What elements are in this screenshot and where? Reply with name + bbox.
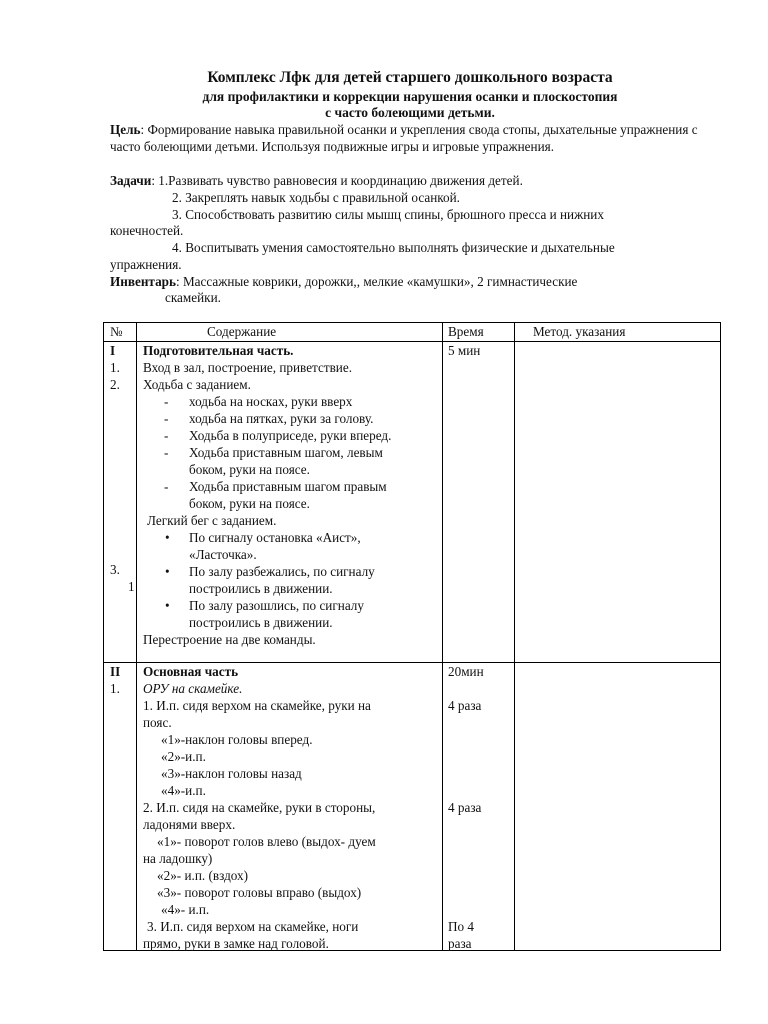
inventory-text-cont: скамейки. xyxy=(165,290,221,305)
exercise-2: 2. И.п. сидя на скамейке, руки в стороны, xyxy=(143,800,376,815)
walk-item-1: ходьба на носках, руки вверх xyxy=(189,394,353,409)
exercise-2-step-2: «2»- и.п. (вздох) xyxy=(157,868,249,883)
walk-item-4: Ходьба приставным шагом, левым xyxy=(189,445,383,460)
exercise-2-step-4: «4»- и.п. xyxy=(161,902,210,917)
section1-time: 5 мин xyxy=(448,343,481,358)
task-item-1: : 1.Развивать чувство равновесия и координацию движения детей. xyxy=(151,173,523,188)
section1-num-cell xyxy=(104,342,137,663)
exercise-1-step-1: «1»-наклон головы вперед. xyxy=(161,732,313,747)
goal-label: Цель xyxy=(110,122,141,137)
exercise-3-cont: прямо, руки в замке над головой. xyxy=(143,936,329,951)
bullet-marker: • xyxy=(165,530,170,545)
section2-notes-cell xyxy=(515,663,721,951)
run-item-3-cont: построились в движении. xyxy=(189,615,333,630)
walk-item-5-cont: боком, руки на поясе. xyxy=(189,496,310,511)
inventory-text: : Массажные коврики, дорожки,, мелкие «камушки», 2 гимнастические xyxy=(175,274,578,289)
run-heading: Легкий бег с заданием. xyxy=(147,513,277,528)
exercise-1-step-3: «3»-наклон головы назад xyxy=(161,766,302,781)
task-item-3-cont: конечностей. xyxy=(110,223,184,238)
section1-time-cell xyxy=(443,342,515,663)
exercise-2-step-1: «1»- поворот голов влево (выдох- дуем xyxy=(157,834,376,849)
bullet-marker: • xyxy=(165,598,170,613)
inventory-label: Инвентарь xyxy=(110,274,176,289)
header-content: Содержание xyxy=(137,323,443,342)
section1-line2: Ходьба с заданием. xyxy=(143,377,251,392)
goal-text: : Формирование навыка правильной осанки и укрепления свода стопы, дыхательные упражнения с часто болеющими детьми. Используя подвижные игры и игровые упражнения. xyxy=(110,122,698,154)
document-title: Комплекс Лфк для детей старшего дошкольного возраста xyxy=(207,69,613,86)
task-item-2: 2. Закреплять навык ходьбы с правильной осанкой. xyxy=(172,190,460,205)
dash-marker: - xyxy=(164,428,169,443)
tasks-line1 xyxy=(110,173,523,190)
task-item-3: 3. Способствовать развитию силы мышц спины, брюшного пресса и нижних xyxy=(172,207,604,222)
header-num: № xyxy=(104,323,137,342)
exercise-3-time-cont: раза xyxy=(448,936,472,951)
run-item-2: По залу разбежались, по сигналу xyxy=(189,564,375,579)
section1-content-cell xyxy=(137,342,443,663)
walk-item-3: Ходьба в полуприседе, руки вперед. xyxy=(189,428,392,443)
section1-notes-cell xyxy=(515,342,721,663)
exercise-2-step-1-cont: на ладошку) xyxy=(143,851,213,866)
dash-marker: - xyxy=(164,394,169,409)
table-row-section1 xyxy=(104,342,721,663)
goal-paragraph xyxy=(110,122,710,156)
section2-time: 20мин xyxy=(448,664,484,679)
section1-n3: 3. xyxy=(110,562,120,577)
run-item-1-cont: «Ласточка». xyxy=(189,547,257,562)
task-item-4-cont: упражнения. xyxy=(110,257,182,272)
exercise-2-cont: ладонями вверх. xyxy=(143,817,236,832)
document-subtitle-line2: с часто болеющими детьми. xyxy=(325,105,495,120)
table-header-row xyxy=(104,323,721,342)
dash-marker: - xyxy=(164,445,169,460)
task-item-4: 4. Воспитывать умения самостоятельно выполнять физические и дыхательные xyxy=(172,240,615,255)
exercise-3-time: По 4 xyxy=(448,919,475,934)
walk-item-4-cont: боком, руки на поясе. xyxy=(189,462,310,477)
section1-line1: Вход в зал, построение, приветствие. xyxy=(143,360,353,375)
section1-n1: 1. xyxy=(110,360,120,375)
section1-n3sub: 1 xyxy=(128,579,135,594)
exercise-1-time: 4 раза xyxy=(448,698,482,713)
exercise-1-step-4: «4»-и.п. xyxy=(161,783,206,798)
section1-roman: I xyxy=(110,343,116,358)
tasks-label: Задачи xyxy=(110,173,152,188)
rebuild-line: Перестроение на две команды. xyxy=(143,632,316,647)
run-item-2-cont: построились в движении. xyxy=(189,581,333,596)
section2-time-cell xyxy=(443,663,515,951)
exercise-3: 3. И.п. сидя верхом на скамейке, ноги xyxy=(147,919,359,934)
section1-title: Подготовительная часть. xyxy=(143,343,294,358)
document-subtitle-line1: для профилактики и коррекции нарушения осанки и плоскостопия xyxy=(202,89,618,104)
section2-title: Основная часть xyxy=(143,664,239,679)
run-item-3: По залу разошлись, по сигналу xyxy=(189,598,364,613)
walk-item-2: ходьба на пятках, руки за голову. xyxy=(189,411,374,426)
table-row-section2 xyxy=(104,663,721,951)
run-item-1: По сигналу остановка «Аист», xyxy=(189,530,361,545)
section2-num-cell xyxy=(104,663,137,951)
section2-content-cell xyxy=(137,663,443,951)
exercise-1-step-2: «2»-и.п. xyxy=(161,749,206,764)
exercise-2-time: 4 раза xyxy=(448,800,482,815)
exercise-1-cont: пояс. xyxy=(143,715,172,730)
dash-marker: - xyxy=(164,411,169,426)
dash-marker: - xyxy=(164,479,169,494)
section1-n2: 2. xyxy=(110,377,120,392)
exercise-1: 1. И.п. сидя верхом на скамейке, руки на xyxy=(143,698,371,713)
section2-roman: II xyxy=(110,664,121,679)
header-time: Время xyxy=(443,323,515,342)
inventory-line xyxy=(110,274,577,291)
bullet-marker: • xyxy=(165,564,170,579)
section2-n1: 1. xyxy=(110,681,120,696)
walk-item-5: Ходьба приставным шагом правым xyxy=(189,479,387,494)
header-notes: Метод. указания xyxy=(515,323,721,342)
oru-heading: ОРУ на скамейке. xyxy=(143,681,243,696)
exercise-2-step-3: «3»- поворот головы вправо (выдох) xyxy=(157,885,362,900)
exercise-table xyxy=(103,322,721,951)
